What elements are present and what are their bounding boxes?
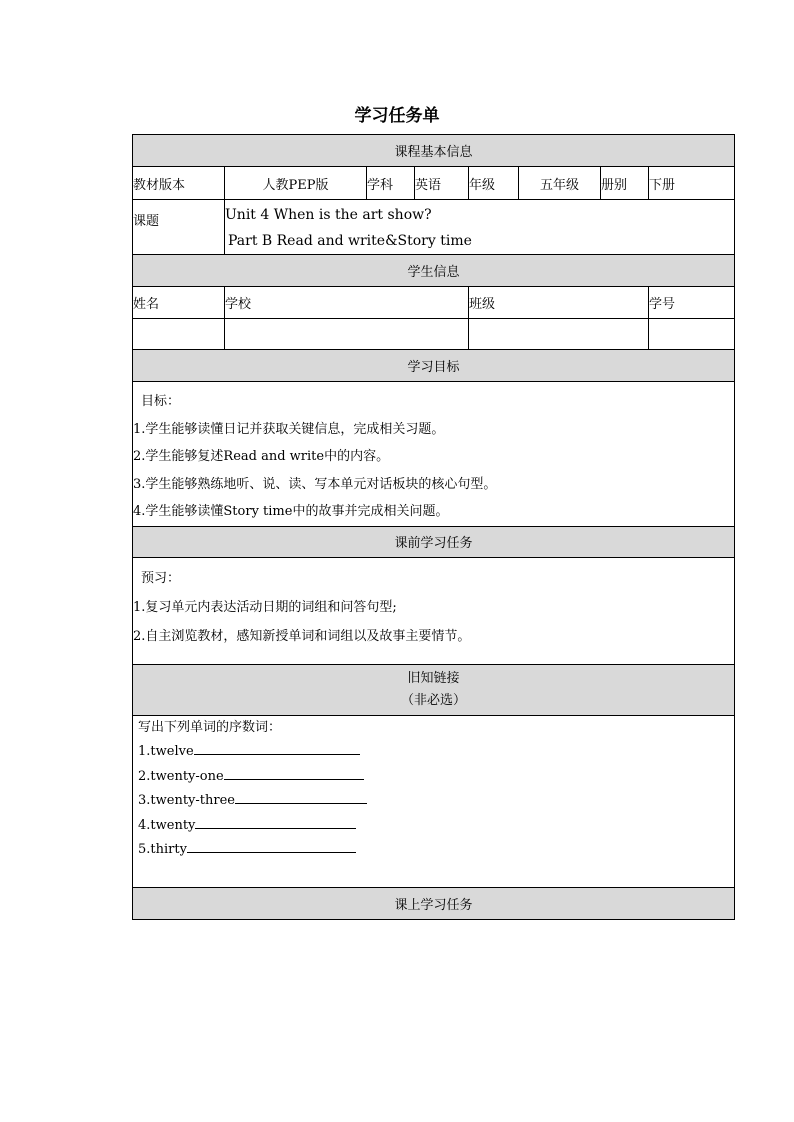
school-field[interactable] (225, 319, 469, 350)
review-word: 2.twenty-one (138, 768, 224, 784)
review-content (133, 715, 735, 887)
answer-blank[interactable] (224, 766, 364, 780)
name-field[interactable] (133, 319, 225, 350)
inclass-header: 课上学习任务 (133, 887, 735, 919)
textbook-value: 人教PEP版 (225, 167, 367, 200)
objective-item: 3.学生能够熟练地听、说、读、写本单元对话板块的核心句型。 (133, 476, 497, 492)
review-word: 3.twenty-three (138, 793, 235, 808)
grade-value: 五年级 (519, 167, 601, 200)
class-label: 班级 (469, 287, 649, 319)
objectives-content (133, 382, 735, 527)
objective-item: 4.学生能够读懂Story time中的故事并完成相关问题。 (133, 504, 449, 519)
review-word: 5.thirty (138, 842, 187, 857)
name-label: 姓名 (133, 287, 225, 319)
page-title: 学习任务单 (354, 106, 440, 126)
task-sheet-table (132, 134, 735, 920)
review-header: 旧知链接 (407, 670, 460, 686)
answer-blank[interactable] (235, 790, 367, 804)
answer-blank[interactable] (195, 815, 356, 829)
volume-label: 册别 (601, 167, 649, 200)
volume-value: 下册 (649, 167, 735, 200)
preclass-item: 2.自主浏览教材，感知新授单词和词组以及故事主要情节。 (133, 628, 471, 644)
topic-label: 课题 (133, 200, 225, 255)
grade-label: 年级 (469, 167, 519, 200)
preclass-intro: 预习： (141, 570, 181, 586)
preclass-header: 课前学习任务 (133, 526, 735, 557)
objective-item: 1.学生能够读懂日记并获取关键信息，完成相关习题。 (133, 421, 445, 437)
student-id-field[interactable] (649, 319, 735, 350)
objective-item: 2.学生能够复述Read and write中的内容。 (133, 449, 390, 464)
subject-label: 学科 (367, 167, 415, 200)
preclass-content (133, 557, 735, 664)
review-subheader: （非必选） (401, 692, 467, 708)
review-word: 1.twelve (138, 744, 194, 759)
student-id-label: 学号 (649, 287, 735, 319)
student-info-header: 学生信息 (133, 255, 735, 287)
subject-value: 英语 (415, 167, 469, 200)
topic-line-1: Unit 4 When is the art show? (225, 207, 432, 223)
class-field[interactable] (469, 319, 649, 350)
review-word: 4.twenty (138, 817, 196, 833)
course-info-header: 课程基本信息 (133, 135, 735, 167)
school-label: 学校 (225, 287, 469, 319)
objectives-header: 学习目标 (133, 350, 735, 382)
topic-value (225, 200, 735, 255)
topic-line-2: Part B Read and write&Story time (228, 233, 472, 249)
textbook-label: 教材版本 (133, 167, 225, 200)
objectives-intro: 目标： (141, 394, 181, 409)
answer-blank[interactable] (194, 741, 360, 755)
answer-blank[interactable] (187, 839, 356, 853)
preclass-item: 1.复习单元内表达活动日期的词组和问答句型; (133, 599, 397, 615)
review-header-cell (133, 664, 735, 715)
review-instruction: 写出下列单词的序数词： (138, 719, 282, 735)
